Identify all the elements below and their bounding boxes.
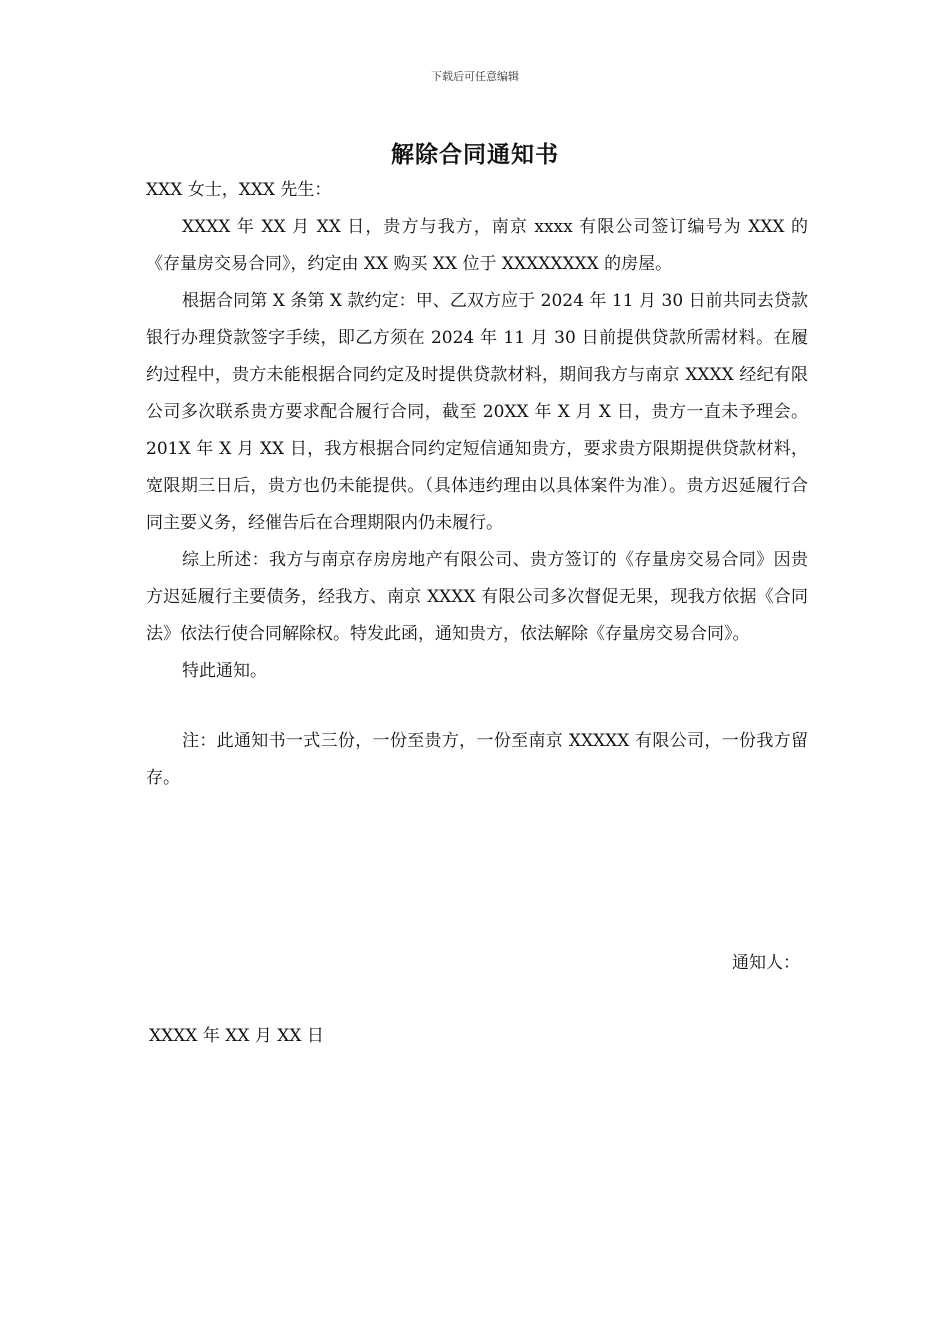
- paragraph-closing: 特此通知。: [182, 661, 267, 681]
- paragraph-conclusion: 综上所述：我方与南京存房房地产有限公司、贵方签订的《存量房交易合同》因贵方迟延履行主要债务，经我方、南京 XXXX 有限公司多次督促无果，现我方依据《合同法》依法行使合同解除权。特发此函，通知贵方，依法解除《存量房交易合同》。: [146, 550, 808, 644]
- paragraph-contract-info: XXXX 年 XX 月 XX 日，贵方与我方，南京 xxxx 有限公司签订编号为 XXX 的《存量房交易合同》，约定由 XX 购买 XX 位于 XXXXXXXX 的房屋。: [146, 217, 808, 274]
- document-title: 解除合同通知书: [391, 141, 559, 168]
- header-note: 下载后可任意编辑: [431, 70, 519, 83]
- notifier-label: 通知人：: [732, 953, 800, 973]
- paragraph-breach-details: 根据合同第 X 条第 X 款约定：甲、乙双方应于 2024 年 11 月 30 日前共同去贷款银行办理贷款签字手续，即乙方须在 2024 年 11 月 30 日前提供贷款所需材料。在履约过程中，贵方未能根据合同约定及时提供贷款材料，期间我方与南京 XXXX 经纪有限公司多次联系贵方要求配合履行合同，截至 20XX 年 X 月 X 日，贵方一直未予理会。201X 年 X 月 XX 日，我方根据合同约定短信通知贵方，要求贵方限期提供贷款材料，宽限期三日后，贵方也仍未能提供。（具体违约理由以具体案件为准）。贵方迟延履行合同主要义务，经催告后在合理期限内仍未履行。: [146, 291, 808, 533]
- copies-note: 注：此通知书一式三份，一份至贵方，一份至南京 XXXXX 有限公司，一份我方留存。: [146, 731, 808, 788]
- blank-line: [146, 690, 808, 723]
- date-line: XXXX 年 XX 月 XX 日: [149, 1026, 324, 1046]
- salutation: XXX 女士，XXX 先生：: [146, 180, 332, 200]
- document-body: [146, 172, 808, 797]
